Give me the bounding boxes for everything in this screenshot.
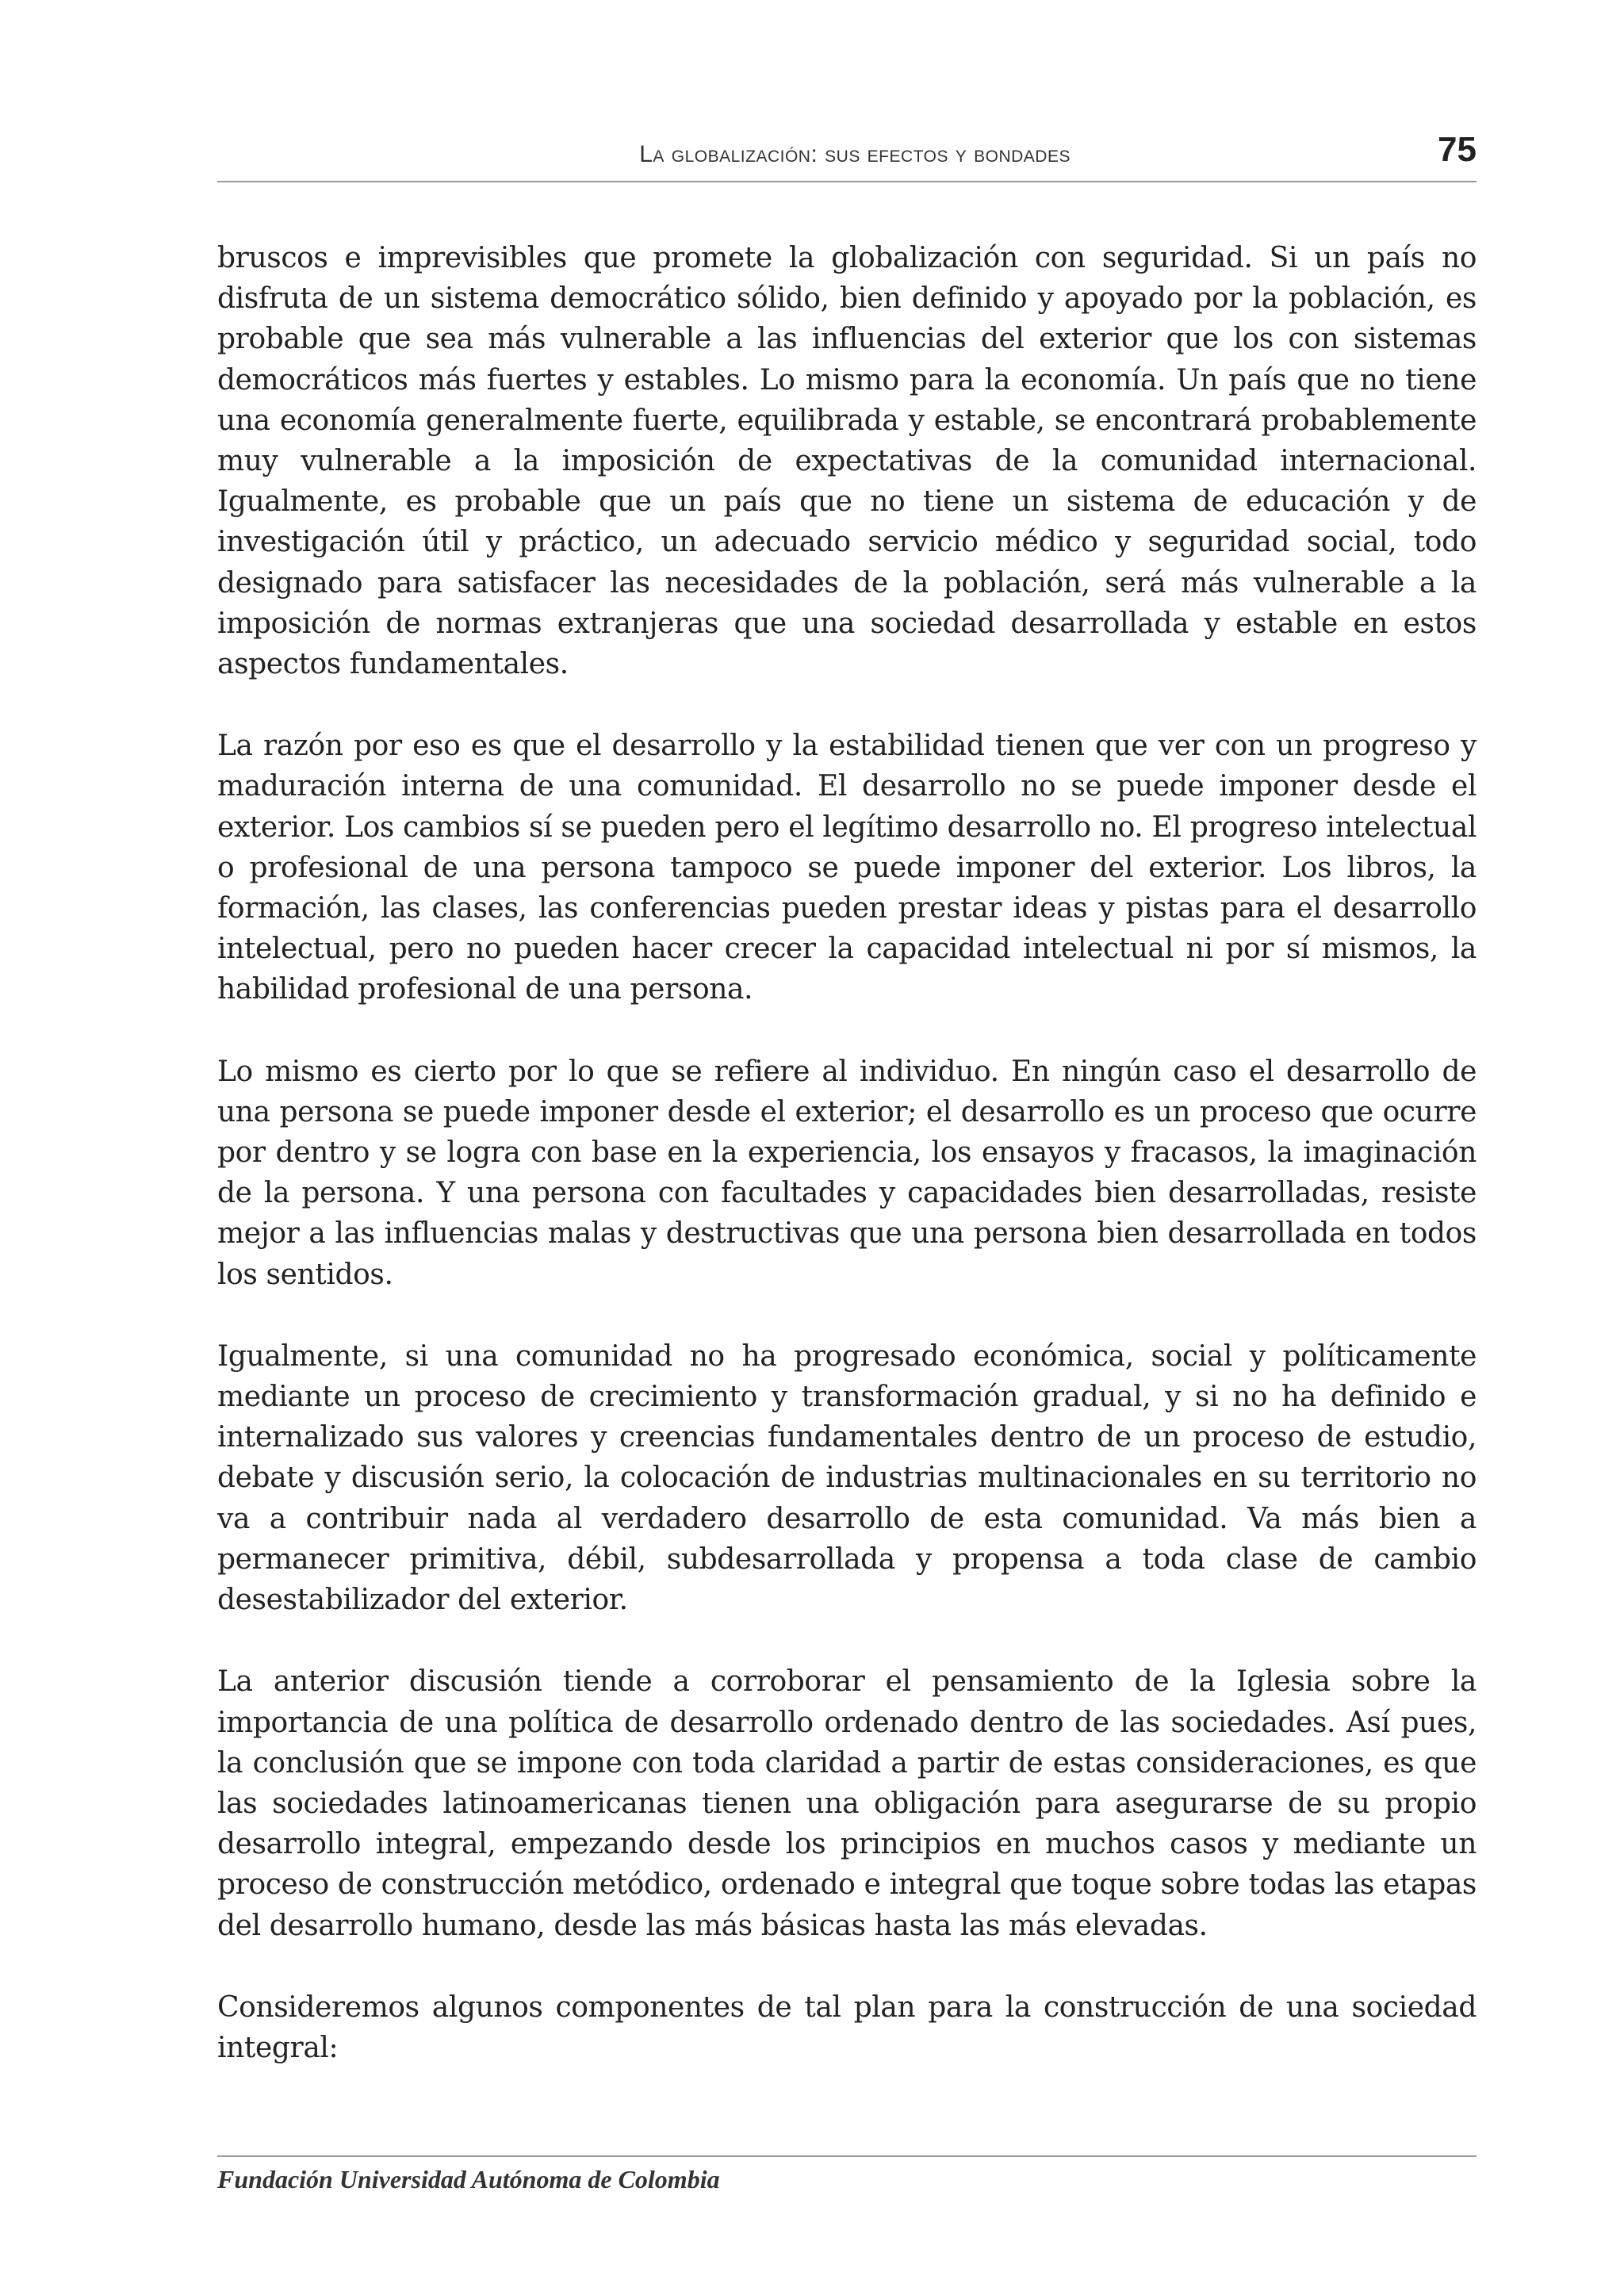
page-number: 75	[1438, 130, 1477, 169]
paragraph: La anterior discusión tiende a corroborar el pensamiento de la Iglesia sobre la importancia de una política de desarrollo ordenado dentro de las sociedades. Así pues, la conclusión que se impone con toda claridad a partir de estas consideraciones, es que las sociedades latinoamericanas tienen una obligación para asegurarse de su propio desarrollo integral, empezando desde los principios en muchos casos y mediante un proceso de construcción metódico, ordenado e integral que toque sobre todas las etapas del desarrollo humano, desde las más básicas hasta las más elevadas.	[217, 1665, 1477, 1942]
header-divider	[217, 181, 1477, 182]
paragraph: Lo mismo es cierto por lo que se refiere al individuo. En ningún caso el desarrollo de una persona se puede imponer desde el exterior; el desarrollo es un proceso que ocurre por dentro y se logra con base en la experiencia, los ensayos y fracasos, la imaginación de la persona. Y una persona con facultades y capacidades bien desarrolladas, resiste mejor a las influencias malas y destructivas que una persona bien desarrollada en todos los sentidos.	[217, 1055, 1477, 1291]
footer-divider	[217, 2155, 1477, 2157]
page-header	[217, 127, 1477, 184]
paragraph: Consideremos algunos componentes de tal plan para la construcción de una sociedad integral:	[217, 1990, 1477, 2064]
book-page	[217, 0, 1477, 2291]
paragraph: bruscos e imprevisibles que promete la globalización con seguridad. Si un país no disfruta de un sistema democrático sólido, bien definido y apoyado por la población, es probable que sea más vulnerable a las influencias del exterior que los con sistemas democráticos más fuertes y estables. Lo mismo para la economía. Un país que no tiene una economía generalmente fuerte, equilibrada y estable, se encontrará probablemente muy vulnerable a la imposición de expectativas de la comunidad internacional. Igualmente, es probable que un país que no tiene un sistema de educación y de investigación útil y práctico, un adecuado servicio médico y seguridad social, todo designado para satisfacer las necesidades de la población, será más vulnerable a la imposición de normas extranjeras que una sociedad desarrollada y estable en estos aspectos fundamentales.	[217, 242, 1477, 681]
page-footer: Fundación Universidad Autónoma de Colombia	[217, 2165, 720, 2193]
paragraph: La razón por eso es que el desarrollo y la estabilidad tienen que ver con un progreso y maduración interna de una comunidad. El desarrollo no se puede imponer desde el exterior. Los cambios sí se pueden pero el legítimo desarrollo no. El progreso intelectual o profesional de una persona tampoco se puede imponer del exterior. Los libros, la formación, las clases, las conferencias pueden prestar ideas y pistas para el desarrollo intelectual, pero no pueden hacer crecer la capacidad intelectual ni por sí mismos, la habilidad profesional de una persona.	[217, 730, 1477, 1006]
body-text	[217, 238, 1477, 2068]
paragraph: Igualmente, si una comunidad no ha progresado económica, social y políticamente mediante un proceso de crecimiento y transformación gradual, y si no ha definido e internalizado sus valores y creencias fundamentales dentro de un proceso de estudio, debate y discusión serio, la colocación de industrias multinacionales en su territorio no va a contribuir nada al verdadero desarrollo de esta comunidad. Va más bien a permanecer primitiva, débil, subdesarrollada y propensa a toda clase de cambio desestabilizador del exterior.	[217, 1339, 1477, 1617]
running-title: La globalización: sus efectos y bondades	[639, 141, 1071, 167]
